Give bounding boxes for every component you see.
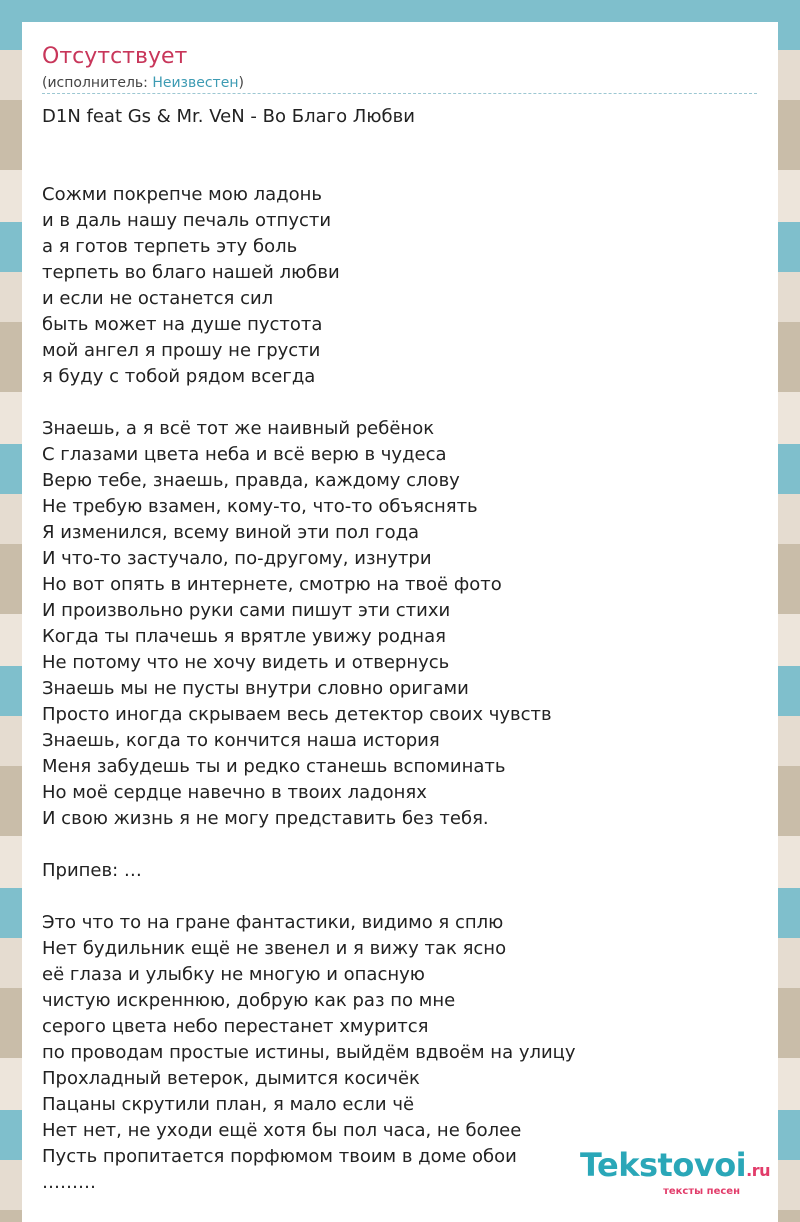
lyric-line: Просто иногда скрываем весь детектор своих чувств <box>42 704 552 725</box>
performer-suffix: ) <box>238 75 244 91</box>
lyric-line <box>42 156 762 182</box>
page-title: Отсутствует <box>42 44 188 69</box>
lyric-line: Нет будильник ещё не звенел и я вижу так ясно <box>42 938 507 959</box>
lyric-line: по проводам простые истины, выйдём вдвоём на улицу <box>42 1042 576 1063</box>
logo-wordmark: Tekstovoi.ru <box>579 1146 770 1184</box>
song-heading: D1N feat Gs & Mr. VeN - Во Благо Любви <box>42 106 415 127</box>
lyric-line: И свою жизнь я не могу представить без тебя. <box>42 808 489 829</box>
lyric-line: Верю тебе, знаешь, правда, каждому слову <box>42 470 460 491</box>
performer-line <box>42 74 244 92</box>
lyric-line <box>42 832 762 858</box>
lyric-line: И что-то застучало, по-другому, изнутри <box>42 548 432 569</box>
dotted-divider <box>42 93 757 94</box>
lyric-line: Пусть пропитается порфюмом твоим в доме обои <box>42 1146 517 1167</box>
lyric-line: Прохладный ветерок, дымится косичёк <box>42 1068 420 1089</box>
lyric-line: Это что то на гране фантастики, видимо я сплю <box>42 912 504 933</box>
performer-prefix: (исполнитель: <box>42 75 153 91</box>
lyric-line: Но моё сердце навечно в твоих ладонях <box>42 782 427 803</box>
lyric-line: Меня забудешь ты и редко станешь вспоминать <box>42 756 506 777</box>
lyrics-card <box>22 22 778 1222</box>
lyric-line: Припев: … <box>42 860 142 881</box>
lyric-line: Нет нет, не уходи ещё хотя бы пол часа, не более <box>42 1120 522 1141</box>
lyric-line: Но вот опять в интернете, смотрю на твоё фото <box>42 574 502 595</box>
lyric-line: чистую искреннюю, добрую как раз по мне <box>42 990 456 1011</box>
lyric-line: Пацаны скрутили план, я мало если чё <box>42 1094 415 1115</box>
lyric-line: Сожми покрепче мою ладонь <box>42 184 322 205</box>
lyric-line: Знаешь, когда то кончится наша история <box>42 730 440 751</box>
logo-tagline: тексты песен <box>663 1186 740 1197</box>
lyric-line: Знаешь, а я всё тот же наивный ребёнок <box>42 418 435 439</box>
lyric-line: мой ангел я прошу не грусти <box>42 340 321 361</box>
lyric-line: а я готов терпеть эту боль <box>42 236 298 257</box>
lyric-line: С глазами цвета неба и всё верю в чудеса <box>42 444 447 465</box>
lyric-line: И произвольно руки сами пишут эти стихи <box>42 600 451 621</box>
lyric-line: Я изменился, всему виной эти пол года <box>42 522 420 543</box>
lyric-line <box>42 390 762 416</box>
lyric-line: её глаза и улыбку не многую и опасную <box>42 964 425 985</box>
lyric-line: терпеть во благо нашей любви <box>42 262 340 283</box>
lyrics-text <box>42 156 762 1196</box>
lyric-line: Не потому что не хочу видеть и отвернусь <box>42 652 450 673</box>
lyric-line: я буду с тобой рядом всегда <box>42 366 316 387</box>
lyric-line: быть может на душе пустота <box>42 314 323 335</box>
lyric-line: серого цвета небо перестанет хмурится <box>42 1016 429 1037</box>
performer-link[interactable]: Неизвестен <box>152 75 239 91</box>
lyric-line: ……… <box>42 1172 96 1193</box>
lyric-line: и если не останется сил <box>42 288 274 309</box>
lyric-line: и в даль нашу печаль отпусти <box>42 210 332 231</box>
site-logo[interactable] <box>580 1148 770 1198</box>
lyric-line <box>42 884 762 910</box>
lyric-line: Когда ты плачешь я врятле увижу родная <box>42 626 446 647</box>
lyric-line: Знаешь мы не пусты внутри словно оригами <box>42 678 469 699</box>
lyric-line: Не требую взамен, кому-то, что-то объяснять <box>42 496 478 517</box>
